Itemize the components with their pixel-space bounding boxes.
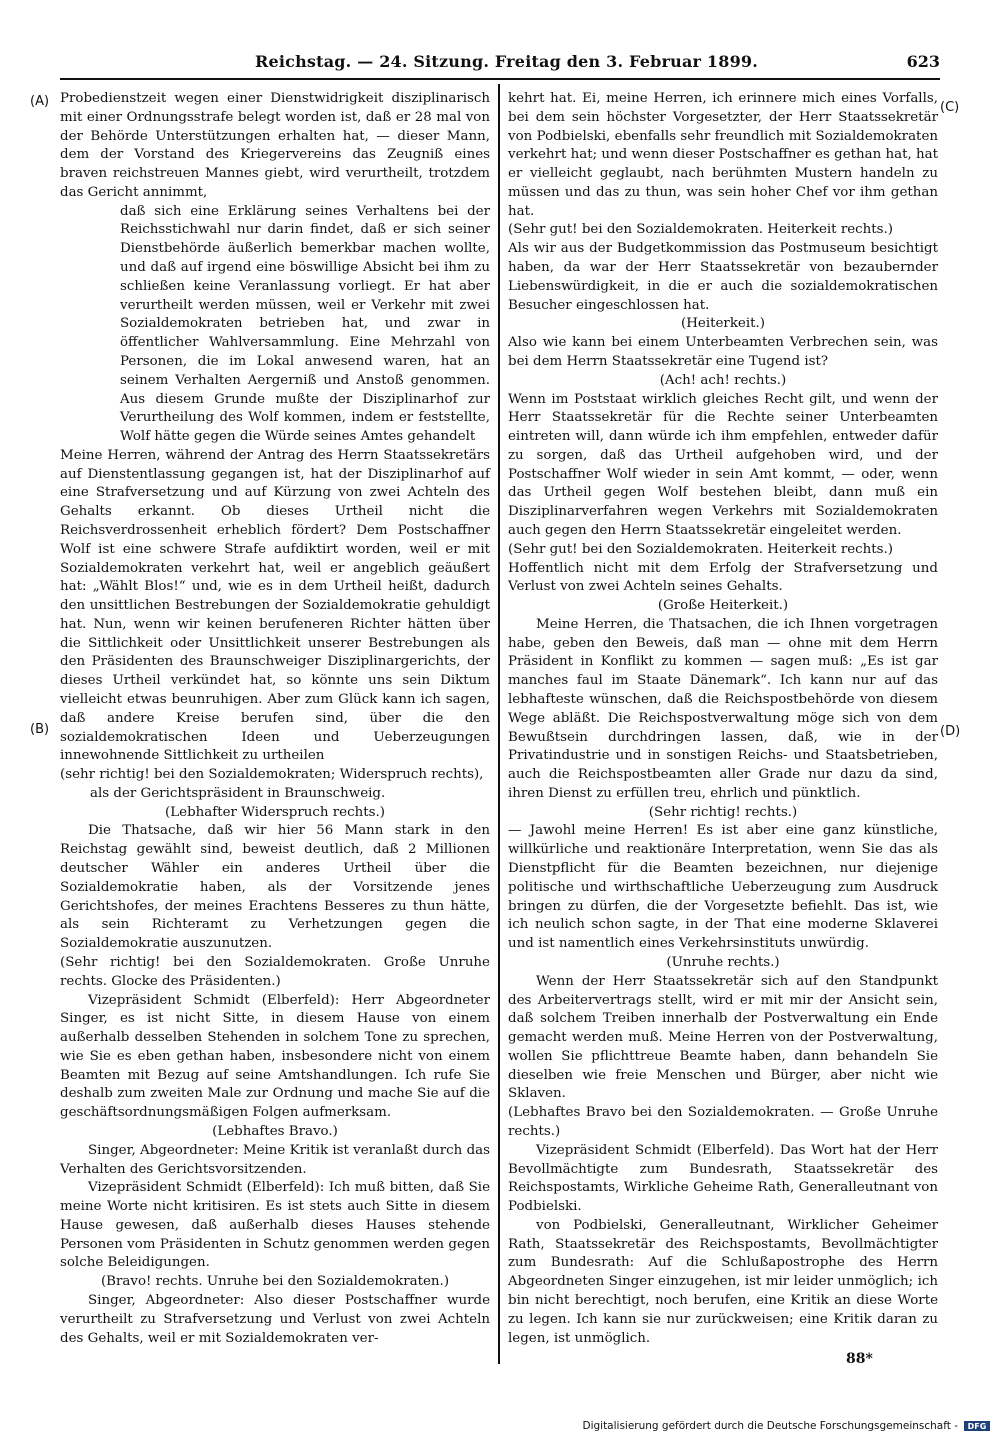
interjection: (Große Heiterkeit.) [657,598,789,614]
paragraph: als der Gerichtspräsident in Braunschweig. [90,785,386,801]
right-column [508,90,938,1348]
speech-vizepraesident: Vizepräsident Schmidt (Elberfeld): Herr Abgeordneter Singer, es ist nicht Sitte, in diesem Hause von einem außerhalb desselben Stehenden in solchem Tone zu sprechen, wie Sie es eben gethan haben, insbesondere nicht von einem Beamten mit Bezug auf seine Amtshandlungen. Ich rufe Sie deshalb zum zweiten Male zur Ordnung und mache Sie auf die geschäftsordnungsmäßigen Folgen aufmerksam. [60,992,490,1121]
marker-d: (D) [940,724,961,739]
dfg-logo-icon: DFG [964,1421,990,1431]
speech-singer: Singer, Abgeordneter: Meine Kritik ist veranlaßt durch das Verhalten des Gerichtsvorsitzenden. [60,1142,490,1177]
interjection: (Bravo! rechts. Unruhe bei den Sozialdemokraten.) [100,1274,450,1290]
header-title: Reichstag. — 24. Sitzung. Freitag den 3. Februar 1899. [255,52,759,71]
paragraph: Meine Herren, die Thatsachen, die ich Ihnen vorgetragen habe, geben den Beweis, daß man — ohne mit dem Herrn Präsident in Konflikt zu kommen — sagen muß: „Es ist gar manches faul im Staate Dänemark“. Ich kann nur auf das lebhafteste wünschen, daß die Reichspostbehörde von diesem Wege abläßt. Die Reichspostverwaltung möge sich von dem Bewußtsein durchdringen lassen, daß, wie in der Privatindustrie und in sonstigen Reichs- und Staatsbetrieben, auch die Reichspostbeamten aller Grade nur dazu da sind, ihren Dienst zu erfüllen treu, ehrlich und pünktlich. [508,616,938,801]
paragraph: Wenn der Herr Staatssekretär sich auf den Standpunkt des Arbeitervertrags stellt, wird er mit mir der Ansicht sein, daß solchem Treiben innerhalb der Postverwaltung ein Ende gemacht werden muß. Meine Herren von der Postverwaltung, wollen Sie pflichttreue Beamte haben, dann behandeln Sie dieselben wie freie Menschen und Bürger, aber nicht wie Sklaven. [508,973,938,1102]
column-divider [498,84,500,1364]
interjection: (sehr richtig! bei den Sozialdemokraten; Widerspruch rechts), [60,767,484,783]
footer [582,1420,990,1432]
interjection: (Lebhafter Widerspruch rechts.) [165,804,385,820]
interjection: (Heiterkeit.) [681,316,765,332]
interjection: (Lebhaftes Bravo bei den Sozialdemokraten. — Große Unruhe rechts.) [508,1105,938,1139]
signature-mark: 88* [846,1351,873,1367]
interjection: (Sehr gut! bei den Sozialdemokraten. Heiterkeit rechts.) [508,222,894,238]
speech-vizepraesident: Vizepräsident Schmidt (Elberfeld). Das Wort hat der Herr Bevollmächtigte zum Bundesrath, Staatssekretär des Reichspostamts, Wirkliche Geheime Rath, Generalleutnant von Podbielski. [508,1142,938,1215]
interjection: (Lebhaftes Bravo.) [212,1123,338,1139]
running-header [60,52,940,74]
speech-podbielski: von Podbielski, Generalleutnant, Wirklicher Geheimer Rath, Staatssekretär des Reichspostamts, Bevollmächtigter zum Bundesrath: Auf die Schlußapostrophe des Herrn Abgeordneten Singer einzugehen, ist mir leider unmöglich; ich bin nicht berechtigt, noch berufen, eine Kritik an diese Worte zu legen. Ich kann sie nur zurückweisen; eine Kritik daran zu legen, ist unmöglich. [508,1217,938,1346]
paragraph: — Jawohl meine Herren! Es ist aber eine ganz künstliche, willkürliche und reaktionäre Interpretation, wenn Sie das als Dienstpflicht für die Beamten bezeichnen, nur diejenige politische und wirthschaftliche Ueberzeugung zum Ausdruck bringen zu dürfen, die der Vorgesetzte befiehlt. Das ist, wie ich neulich schon sagte, in der That eine moderne Sklaverei und ist namentlich eines Verkehrsinstituts unwürdig. [508,823,938,952]
interjection: (Sehr gut! bei den Sozialdemokraten. Heiterkeit rechts.) [508,541,894,557]
interjection: (Sehr richtig! rechts.) [648,804,798,820]
footer-text: Digitalisierung gefördert durch die Deutsche Forschungsgemeinschaft - [582,1420,958,1432]
marker-b: (B) [30,722,50,737]
marker-a: (A) [30,94,50,109]
interjection: (Unruhe rechts.) [666,954,780,970]
paragraph: Also wie kann bei einem Unterbeamten Verbrechen sein, was bei dem Herrn Staatssekretär eine Tugend ist? [508,335,938,369]
paragraph: Meine Herren, während der Antrag des Herrn Staatssekretärs auf Dienstentlassung gegangen ist, hat der Disziplinarhof auf eine Strafversetzung und auf Kürzung von zwei Achteln des Gehalts erkannt. Ob dieses Urtheil nicht die Reichsverdrossenheit erheblich fördert? Dem Postschaffner Wolf ist eine schwere Strafe aufdiktirt worden, weil er mit Sozialdemokraten verkehrt hat, weil er angeblich geäußert hat: „Wählt Blos!“ und, wie es in dem Urtheil heißt, dadurch den unsittlichen Bestrebungen der Sozialdemokratie gehuldigt hat. Nun, wenn wir keinen berufeneren Richter hätten über die Sittlichkeit oder Unsittlichkeit unserer Bestrebungen als den Präsidenten des Braunschweiger Disziplinargerichts, der dieses Urtheil verkündet hat, so könnte uns sein Diktum vielleicht etwas beunruhigen. Aber zum Glück kann ich sagen, daß andere Kreise berufen sind, über die den sozialdemokratischen Ideen und Ueberzeugungen innewohnende Sittlichkeit zu urtheilen [60,447,490,764]
quoted-block: daß sich eine Erklärung seines Verhaltens bei der Reichsstichwahl nur darin findet, daß er sich seiner Dienstbehörde äußerlich bemerkbar machen wollte, und daß auf irgend eine böswillige Absicht bei ihm zu schließen keine Veranlassung vorliegt. Er hat aber verurtheilt werden müssen, weil er Verkehr mit zwei Sozialdemokraten betrieben hat, und zwar in öffentlicher Wahlversammlung. Eine Mehrzahl von Personen, die im Lokal anwesend waren, hat an seinem Verhalten Aergerniß und Anstoß genommen. Aus diesem Grunde mußte der Disziplinarhof zur Verurtheilung des Wolf kommen, indem er feststellte, Wolf hätte gegen die Würde seines Amtes gehandelt [120,203,490,445]
paragraph: kehrt hat. Ei, meine Herren, ich erinnere mich eines Vorfalls, bei dem sein höchster Vorgesetzter, der Herr Staatssekretär von Podbielski, ebenfalls sehr freundlich mit Sozialdemokraten verkehrt hat; und wenn dieser Postschaffner es gethan hat, hat er vielleicht geglaubt, nach berühmten Mustern handeln zu müssen und das zu thun, was sein hoher Chef vor ihm gethan hat. [508,91,938,219]
marker-c: (C) [940,100,960,115]
paragraph: Hoffentlich nicht mit dem Erfolg der Strafversetzung und Verlust von zwei Achteln seines Gehalts. [508,560,938,595]
interjection: (Sehr richtig! bei den Sozialdemokraten. Große Unruhe rechts. Glocke des Präsidenten.) [60,954,490,989]
page-number: 623 [906,52,940,71]
left-column [60,90,490,1348]
speech-singer: Singer, Abgeordneter: Also dieser Postschaffner wurde verurtheilt zu Strafversetzung und Verlust von zwei Achteln des Gehalts, weil er mit Sozialdemokraten ver- [60,1293,490,1346]
paragraph: Wenn im Poststaat wirklich gleiches Recht gilt, und wenn der Herr Staatssekretär für die Rechte seiner Unterbeamten eintreten will, dann würde ich ihm empfehlen, entweder dafür zu sorgen, daß das Urtheil aufgehoben wird, und der Postschaffner Wolf wieder in sein Amt kommt, — oder, wenn das Urtheil gegen Wolf bestehen bleibt, dann muß ein Disziplinarverfahren wegen Verkehrs mit Sozialdemokraten auch gegen den Herrn Staatssekretär eingeleitet werden. [508,391,938,538]
paragraph: Die Thatsache, daß wir hier 56 Mann stark in den Reichstag gewählt sind, beweist deutlich, daß 2 Millionen deutscher Wähler ein anderes Urtheil über die Sozialdemokratie haben, als der Vorsitzende jenes Gerichtshofes, der meines Erachtens Besseres zu thun hätte, als sein Richteramt zu Verhetzungen gegen die Sozialdemokratie auszunutzen. [60,823,490,952]
interjection: (Ach! ach! rechts.) [659,372,787,388]
speech-vizepraesident: Vizepräsident Schmidt (Elberfeld): Ich muß bitten, daß Sie meine Worte nicht kritisiren. Es ist stets auch Sitte in diesem Hause gewesen, daß außerhalb dieses Hauses stehende Personen vom Präsidenten in Schutz genommen werden gegen solche Beleidigungen. [60,1180,490,1271]
paragraph: Probedienstzeit wegen einer Dienstwidrigkeit disziplinarisch mit einer Ordnungsstrafe belegt worden ist, daß er 28 mal von der Behörde Unterstützungen erhalten hat, — dieser Mann, dem der Vorstand des Kriegervereins das Zeugniß eines braven reichstreuen Mannes giebt, wird verurtheilt, trotzdem das Gericht annimmt, [60,91,490,200]
paragraph: Als wir aus der Budgetkommission das Postmuseum besichtigt haben, da war der Herr Staatssekretär von bezaubernder Liebenswürdigkeit, in die er auch die sozialdemokratischen Besucher eingeschlossen hat. [508,241,938,313]
header-rule [60,78,940,80]
